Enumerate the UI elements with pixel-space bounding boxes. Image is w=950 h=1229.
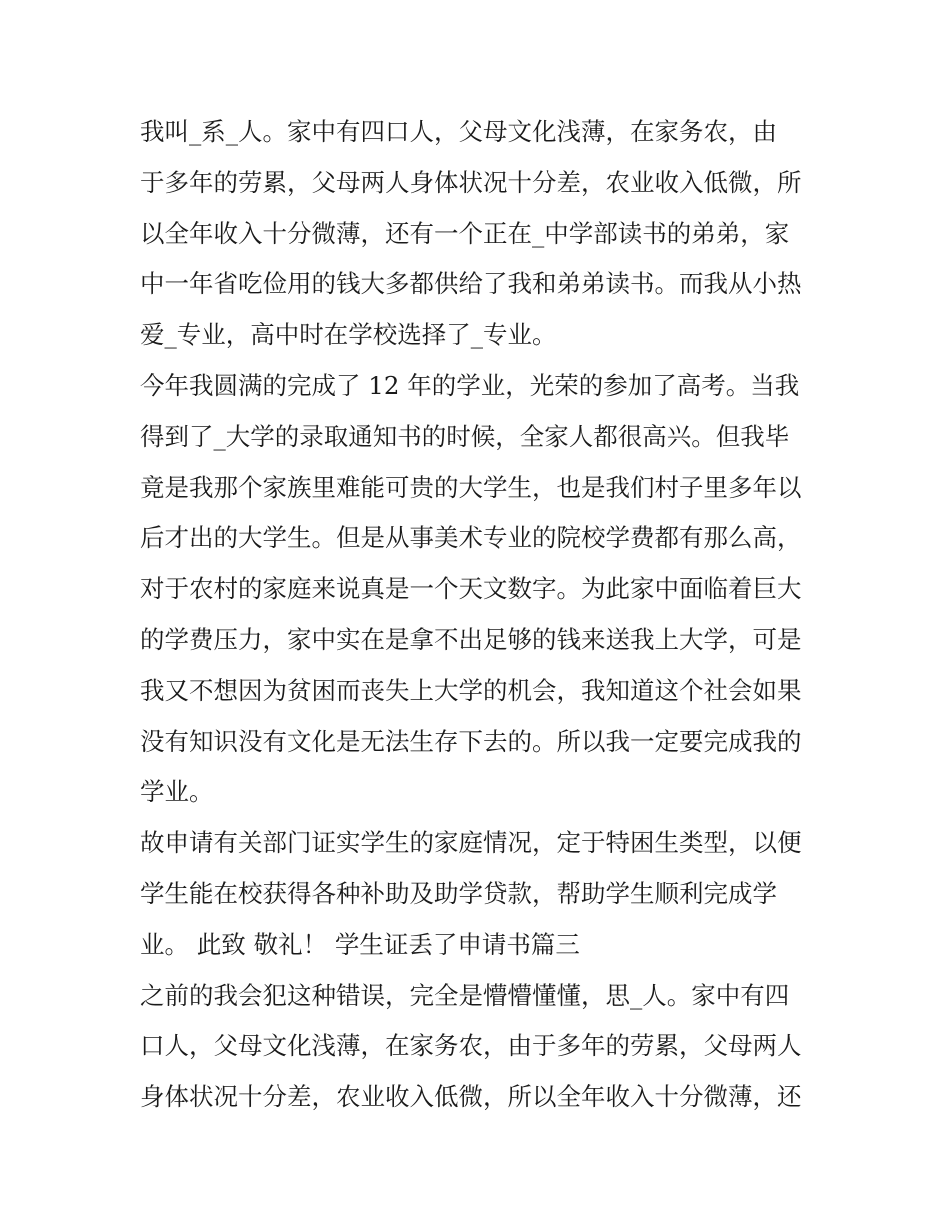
text-line: 后才出的大学生。但是从事美术专业的院校学费都有那么高， [140,523,802,553]
text-line: 没有知识没有文化是无法生存下去的。所以我一定要完成我的 [140,726,802,756]
text-line: 得到了_大学的录取通知书的时候，全家人都很高兴。但我毕 [140,421,790,451]
text-line: 我叫_系_人。家中有四口人，父母文化浅薄，在家务农，由 [140,117,777,146]
text-line: 之前的我会犯这种错误，完全是懵懵懂懂，思_人。家中有四 [140,980,790,1010]
paragraph-request [140,818,812,970]
paragraph-family-background [140,107,812,361]
text-line: 竟是我那个家族里难能可贵的大学生，也是我们村子里多年以 [140,472,802,502]
text-line: 我又不想因为贫困而丧失上大学的机会，我知道这个社会如果 [140,675,802,705]
text-line: 爱_专业，高中时在学校选择了_专业。 [140,320,557,350]
paragraph-admission [140,361,812,818]
document-body [140,107,812,1123]
text-line: 身体状况十分差，农业收入低微，所以全年收入十分微薄，还 [140,1082,802,1112]
text-line: 学业。 [140,777,214,807]
text-line: 于多年的劳累，父母两人身体状况十分差，农业收入低微，所 [140,167,802,197]
paragraph-section-three [140,971,812,1123]
text-line: 的学费压力，家中实在是拿不出足够的钱来送我上大学，可是 [140,624,802,654]
text-line: 中一年省吃俭用的钱大多都供给了我和弟弟读书。而我从小热 [140,269,802,299]
text-line: 对于农村的家庭来说真是一个天文数字。为此家中面临着巨大 [140,574,802,604]
text-line: 今年我圆满的完成了 12 年的学业，光荣的参加了高考。当我 [140,370,800,400]
text-line: 口人，父母文化浅薄，在家务农，由于多年的劳累，父母两人 [140,1031,802,1061]
text-line: 故申请有关部门证实学生的家庭情况，定于特困生类型，以便 [140,828,802,858]
text-line: 学生能在校获得各种补助及助学贷款，帮助学生顺利完成学 [140,878,777,908]
text-line: 以全年收入十分微薄，还有一个正在_中学部读书的弟弟，家 [140,218,790,248]
text-line: 业。 此致 敬礼！ 学生证丢了申请书篇三 [140,929,580,959]
